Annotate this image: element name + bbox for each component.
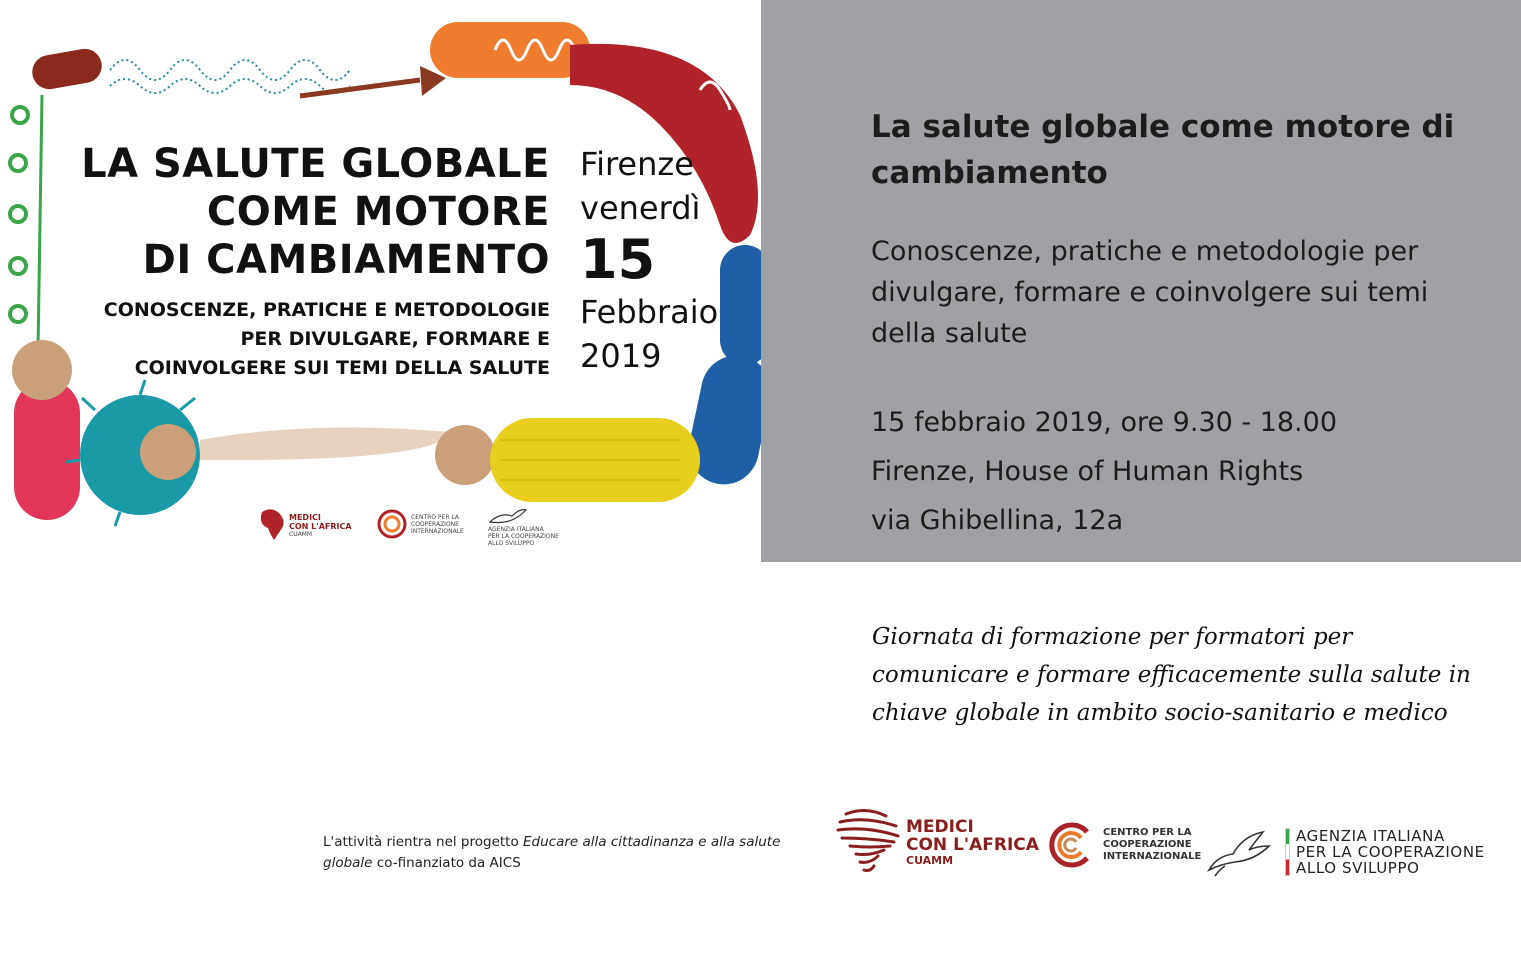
funding-note-prefix: L'attività rientra nel progetto <box>323 834 524 850</box>
cci-line-1: CENTRO PER LA <box>1103 827 1192 838</box>
poster-subtitle-line-2: PER DIVULGARE, FORMARE E <box>240 328 550 350</box>
event-poster <box>0 0 761 562</box>
poster-mca-line-2: CON L'AFRICA <box>289 521 352 531</box>
poster-day: 15 <box>580 228 656 291</box>
mca-line-2: CON L'AFRICA <box>906 834 1039 855</box>
poster-title-line-3: DI CAMBIAMENTO <box>142 237 550 283</box>
event-title: La salute globale come motore di cambiamento <box>871 109 1455 191</box>
event-subtitle: Conoscenze, pratiche e metodologie per divulgare, formare e coinvolgere sui temi della salute <box>871 236 1429 349</box>
poster-title-line-2: COME MOTORE <box>206 189 550 235</box>
poster-city: Firenze <box>580 145 694 183</box>
logo-medici-con-africa <box>836 806 1039 878</box>
poster-date <box>580 142 750 378</box>
poster-cci-line-2: COOPERAZIONE <box>411 520 459 528</box>
event-info-panel <box>761 0 1521 562</box>
cci-ring-icon <box>1047 820 1097 870</box>
poster-year: 2019 <box>580 337 662 375</box>
poster-weekday: venerdì <box>580 189 701 227</box>
poster-title <box>60 140 550 284</box>
cci-ring-icon <box>376 508 408 540</box>
poster-mca-line-3: CUAMM <box>289 530 313 538</box>
mca-line-3: CUAMM <box>906 853 954 867</box>
africa-map-icon <box>256 508 286 542</box>
funding-note-suffix: co-finanziato da AICS <box>372 855 521 871</box>
poster-aics-line-1: AGENZIA ITALIANA <box>488 526 544 533</box>
poster-cci-line-3: INTERNAZIONALE <box>411 527 464 535</box>
dove-icon <box>1205 826 1281 878</box>
poster-title-line-1: LA SALUTE GLOBALE <box>81 141 550 187</box>
poster-subtitle-line-1: CONOSCENZE, PRATICHE E METODOLOGIE <box>103 299 550 321</box>
aics-line-2: PER LA COOPERAZIONE <box>1296 843 1485 861</box>
poster-subtitle <box>60 296 550 383</box>
event-venue: Firenze, House of Human Rights <box>871 456 1304 487</box>
poster-aics-line-2: PER LA COOPERAZIONE <box>488 533 559 540</box>
africa-map-icon <box>836 806 902 878</box>
poster-cci-line-1: CENTRO PER LA <box>411 513 460 521</box>
aics-line-1: AGENZIA ITALIANA <box>1296 827 1445 845</box>
poster-logo-aics <box>488 508 559 547</box>
poster-month: Febbraio <box>580 293 719 331</box>
logo-centro-cooperazione <box>1047 820 1201 870</box>
mca-line-1: MEDICI <box>906 816 974 837</box>
event-date-time: 15 febbraio 2019, ore 9.30 - 18.00 <box>871 407 1338 438</box>
logo-aics <box>1205 826 1485 878</box>
funding-note-project: Educare alla cittadinanza e alla salute globale <box>323 834 781 871</box>
poster-logo-cci <box>376 508 464 540</box>
poster-aics-line-3: ALLO SVILUPPO <box>488 540 535 547</box>
poster-subtitle-line-3: COINVOLGERE SUI TEMI DELLA SALUTE <box>134 357 550 379</box>
poster-mca-line-1: MEDICI <box>289 512 321 522</box>
event-description: Giornata di formazione per formatori per comunicare e formare efficacemente sulla salute in chiave globale in ambito socio-sanitario e medico <box>872 624 1471 726</box>
aics-line-3: ALLO SVILUPPO <box>1296 859 1420 877</box>
event-details <box>871 398 1471 545</box>
poster-logo-mca <box>256 508 352 542</box>
event-address: via Ghibellina, 12a <box>871 505 1124 536</box>
cci-line-3: INTERNAZIONALE <box>1103 851 1202 862</box>
italian-flag-bar <box>1285 828 1290 876</box>
funding-note <box>323 832 783 874</box>
dove-icon <box>488 508 528 526</box>
poster-logos <box>256 500 576 550</box>
cci-line-2: COOPERAZIONE <box>1103 839 1192 850</box>
